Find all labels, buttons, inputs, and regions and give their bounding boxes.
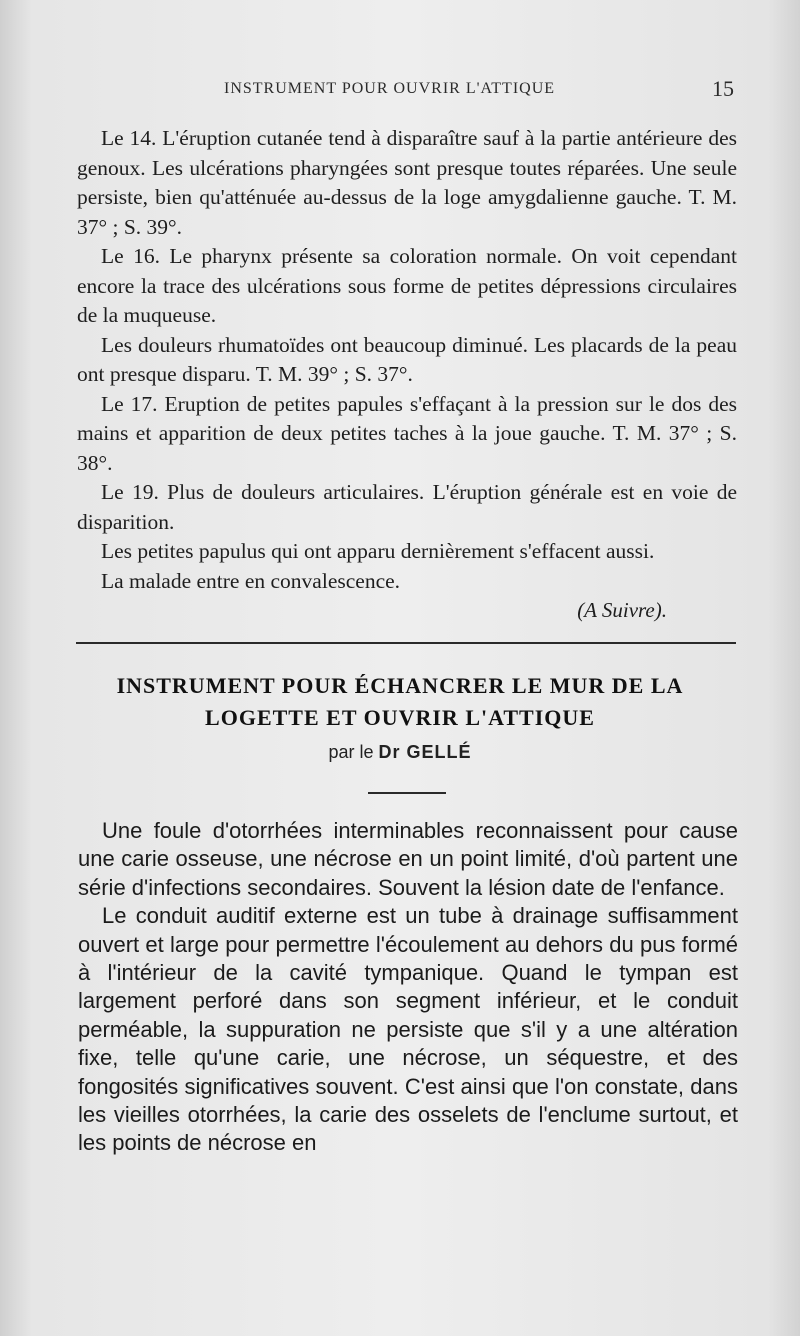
- byline: [60, 742, 740, 763]
- paragraph: Le 19. Plus de douleurs articulaires. L'éruption générale est en voie de disparition.: [77, 480, 737, 534]
- paragraph: La malade entre en convalescence.: [101, 568, 401, 593]
- page-number: 15: [712, 76, 734, 101]
- paragraph: Les douleurs rhumatoïdes ont beaucoup diminué. Les placards de la peau ont presque disparu. T. M. 39° ; S. 37°.: [77, 332, 737, 386]
- paragraph: Le 14. L'éruption cutanée tend à disparaître sauf à la partie antérieure des genoux. Les ulcérations pharyngées sont presque toutes réparées. Une seule persiste, bien qu'atténuée au-dessus de la loge amygdalienne gauche. T. M. 37° ; S. 39°.: [77, 126, 737, 239]
- running-head: [0, 76, 800, 106]
- article-body: [78, 817, 738, 1158]
- paragraph: Le conduit auditif externe est un tube à drainage suffisamment ouvert et large pour permettre l'écoulement au dehors du pus formé à l'intérieur de la cavité tympanique. Quand le tympan est largement perforé dans son segment inférieur, et le conduit perméable, la suppuration ne persiste que s'il y a une altération fixe, telle qu'une carie, une nécrose, un séquestre, et des fongosités significatives souvent. C'est ainsi que l'on constate, dans les vieilles otorrhées, la carie des osselets de l'enclume surtout, et les points de nécrose en: [78, 903, 738, 1156]
- running-title: INSTRUMENT POUR OUVRIR L'ATTIQUE: [224, 80, 556, 97]
- article-title-line-1: INSTRUMENT POUR ÉCHANCRER LE MUR DE LA: [116, 673, 684, 698]
- article-title-line-2: LOGETTE ET OUVRIR L'ATTIQUE: [205, 705, 595, 730]
- to-be-continued: (A Suivre).: [577, 598, 667, 622]
- paragraph: Les petites papulus qui ont apparu dernièrement s'effacent aussi.: [101, 539, 655, 563]
- previous-article-text: [77, 124, 737, 626]
- paragraph: Le 17. Eruption de petites papules s'effaçant à la pression sur le dos des mains et apparition de deux petites taches à la joue gauche. T. M. 37° ; S. 38°.: [77, 391, 737, 475]
- byline-prefix: par le: [328, 742, 374, 762]
- heading-divider: [368, 792, 446, 794]
- paragraph: Une foule d'otorrhées interminables reconnaissent pour cause une carie osseuse, une nécrose en un point limité, d'où partent une série d'infections secondaires. Souvent la lésion date de l'enfance.: [78, 818, 738, 900]
- section-divider: [76, 642, 736, 644]
- paragraph: Le 16. Le pharynx présente sa coloration normale. On voit cependant encore la trace des ulcérations sous forme de petites dépressions circulaires de la muqueuse.: [77, 244, 737, 327]
- byline-author: Dr GELLÉ: [378, 742, 472, 762]
- article-heading: [60, 670, 740, 763]
